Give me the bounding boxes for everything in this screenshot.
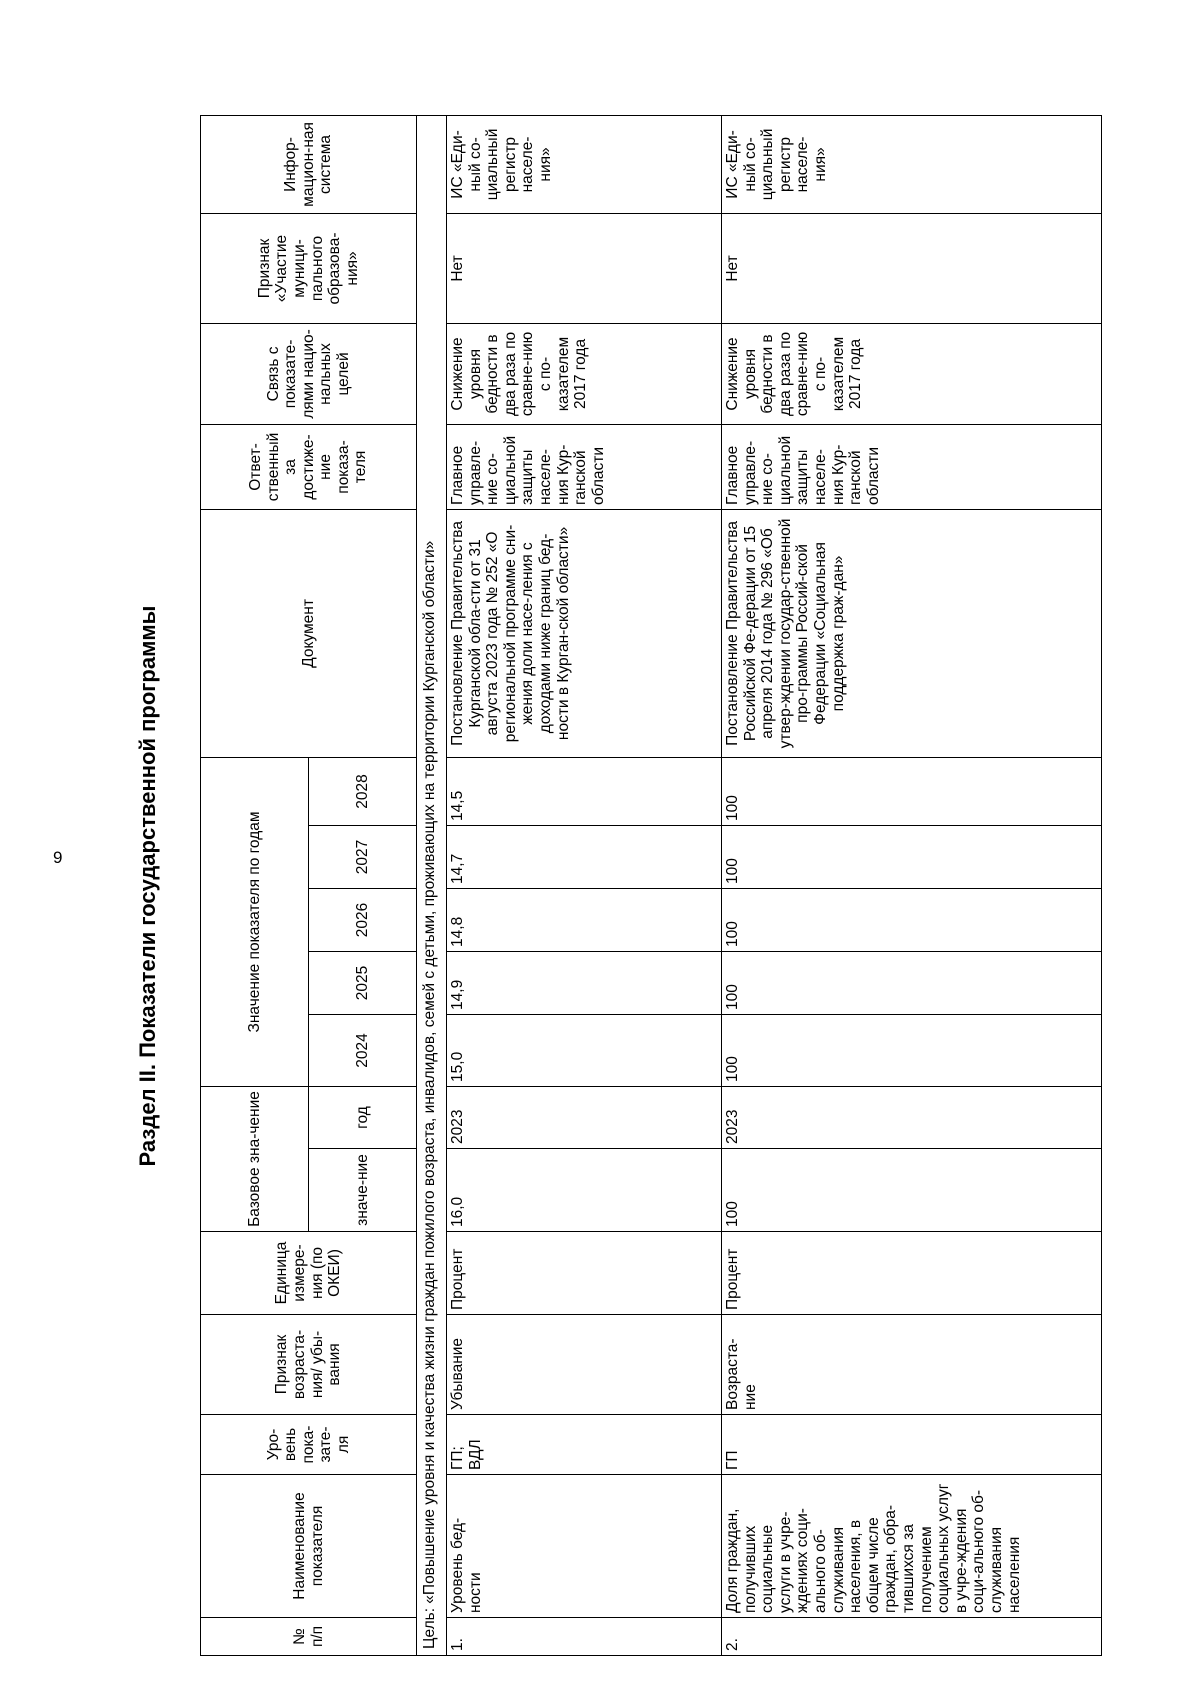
row-trend: Убывание (447, 1315, 722, 1415)
row-base-year: 2023 (447, 1086, 722, 1148)
header-year-2025: 2025 (309, 951, 417, 1014)
header-name: Наименование показателя (201, 1475, 417, 1618)
row-value-2026: 100 (722, 888, 1102, 951)
row-responsible: Главное управле-ние со-циальной защиты населе-ния Кур-ганской области (447, 424, 722, 509)
row-num: 1. (447, 1618, 722, 1656)
header-municipal: Признак «Участие муници-пального образова-ния» (201, 213, 417, 323)
row-document: Постановление Правительства Курганской обла-сти от 31 августа 2023 года № 252 «О региональной программе сни-жения доли насе-ления с доходами ниже границ бед-ности в Курган-ской области» (447, 509, 722, 757)
goal-row: Цель: «Повышение уровня и качества жизни граждан пожилого возраста, инвалидов, семей с детьми, проживающих на территории Курганской области» (417, 115, 447, 1655)
header-national-goals: Связь с показате-лями нацио-нальных целей (201, 323, 417, 424)
header-unit: Единица измере-ния (по ОКЕИ) (201, 1232, 417, 1315)
header-year-2028: 2028 (309, 757, 417, 825)
row-national-goals: Снижение уровня бедности в два раза по сравне-нию с по-казателем 2017 года (447, 323, 722, 424)
table-row (722, 115, 1102, 1655)
row-level: ГП (722, 1415, 1102, 1475)
row-unit: Процент (447, 1232, 722, 1315)
row-base-year: 2023 (722, 1086, 1102, 1148)
header-base-year: год (309, 1086, 417, 1148)
row-value-2028: 100 (722, 757, 1102, 825)
row-info-system: ИС «Еди-ный со-циальный регистр населе-ния» (447, 115, 722, 213)
row-value-2025: 14,9 (447, 951, 722, 1014)
section-title: Раздел II. Показатели государственной программы (135, 605, 160, 1167)
row-num: 2. (722, 1618, 1102, 1656)
row-level: ГП; ВДЛ (447, 1415, 722, 1475)
header-num: № п/п (201, 1618, 417, 1656)
rotated-content (133, 116, 1163, 1656)
table-row (447, 115, 722, 1655)
row-value-2025: 100 (722, 951, 1102, 1014)
row-info-system: ИС «Еди-ный со-циальный регистр населе-ния» (722, 115, 1102, 213)
row-trend: Возраста-ние (722, 1315, 1102, 1415)
row-value-2027: 14,7 (447, 825, 722, 888)
row-document: Постановление Правительства Российской Фе-дерации от 15 апреля 2014 года № 296 «Об утвер-ждении государ-ственной про-граммы Россий-ской Федерации «Социальная поддержка граж-дан» (722, 509, 1102, 757)
row-value-2027: 100 (722, 825, 1102, 888)
header-info-system: Инфор-мацион-ная система (201, 115, 417, 213)
row-national-goals: Снижение уровня бедности в два раза по сравне-нию с по-казателем 2017 года (722, 323, 1102, 424)
row-municipal: Нет (447, 213, 722, 323)
header-trend: Признак возраста-ния/ убы-вания (201, 1315, 417, 1415)
page-number: 9 (53, 848, 63, 867)
header-values-by-year: Значение показателя по годам (201, 757, 309, 1086)
row-unit: Процент (722, 1232, 1102, 1315)
row-base-value: 100 (722, 1149, 1102, 1232)
header-year-2024: 2024 (309, 1014, 417, 1086)
header-document: Документ (201, 509, 417, 757)
header-year-2026: 2026 (309, 888, 417, 951)
row-value-2024: 15,0 (447, 1014, 722, 1086)
row-base-value: 16,0 (447, 1149, 722, 1232)
row-value-2026: 14,8 (447, 888, 722, 951)
row-name: Уровень бед-ности (447, 1475, 722, 1618)
header-year-2027: 2027 (309, 825, 417, 888)
header-base-value: значе-ние (309, 1149, 417, 1232)
row-name: Доля граждан, получивших социальные услуги в учре-ждениях соци-ального об-служивания населения, в общем числе граждан, обра-тившихся за получением социальных услуг в учре-ждения соци-ального об-служивания населения (722, 1475, 1102, 1618)
indicators-table (200, 115, 1102, 1656)
row-responsible: Главное управле-ние со-циальной защиты населе-ния Кур-ганской области (722, 424, 1102, 509)
row-municipal: Нет (722, 213, 1102, 323)
header-responsible: Ответ-ственный за достиже-ние показа-теля (201, 424, 417, 509)
header-level: Уро-вень пока-зате-ля (201, 1415, 417, 1475)
row-value-2024: 100 (722, 1014, 1102, 1086)
header-base: Базовое зна-чение (201, 1086, 309, 1231)
row-value-2028: 14,5 (447, 757, 722, 825)
